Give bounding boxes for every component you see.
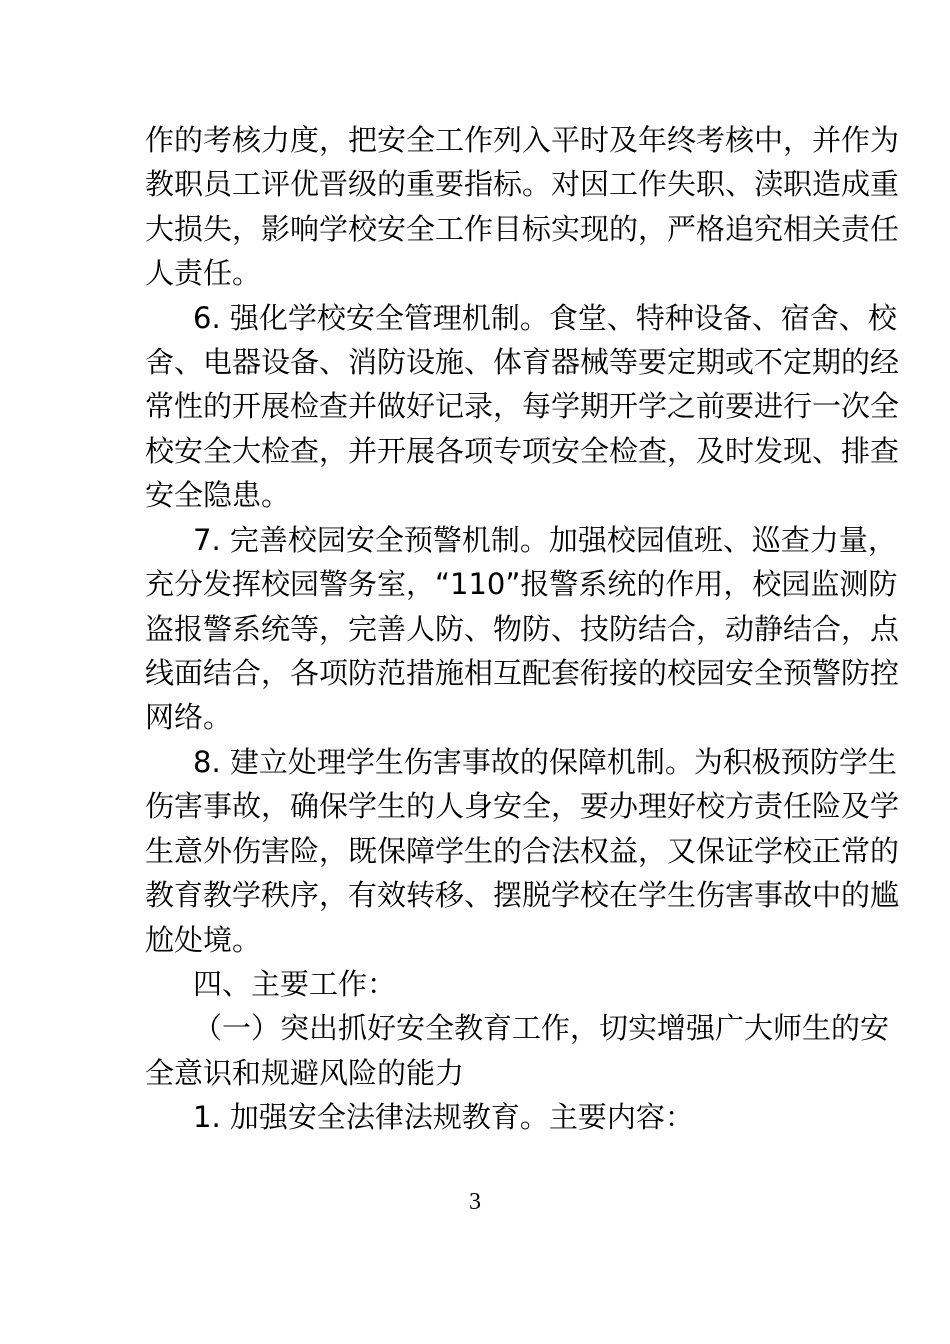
text-line: 安全隐患。: [145, 478, 291, 512]
text-line: 教育教学秩序，有效转移、摆脱学校在学生伤害事故中的尴: [145, 878, 900, 912]
text-line: 网络。: [145, 700, 233, 734]
text-line: 教职员工评优晋级的重要指标。对因工作失职、渎职造成重: [145, 167, 900, 201]
text-line: 伤害事故，确保学生的人身安全，要办理好校方责任险及学: [145, 789, 900, 823]
page-number: 3: [469, 1189, 481, 1215]
text-line: 舍、电器设备、消防设施、体育器械等要定期或不定期的经: [145, 345, 900, 379]
text-line: 大损失，影响学校安全工作目标实现的，严格追究相关责任: [145, 212, 900, 246]
text-line: 四、主要工作：: [193, 967, 397, 1001]
text-line: 盗报警系统等，完善人防、物防、技防结合，动静结合，点: [145, 612, 900, 646]
text-line: 8. 建立处理学生伤害事故的保障机制。为积极预防学生: [193, 745, 897, 779]
text-line: 线面结合，各项防范措施相互配套衔接的校园安全预警防控: [145, 656, 900, 690]
text-line: 1. 加强安全法律法规教育。主要内容：: [193, 1100, 694, 1134]
text-line: 尬处境。: [145, 923, 262, 957]
text-line: （一）突出抓好安全教育工作，切实增强广大师生的安: [193, 1011, 890, 1045]
text-line: 充分发挥校园警务室，“110”报警系统的作用，校园监测防: [145, 567, 898, 601]
text-line: 人责任。: [145, 256, 262, 290]
text-line: 全意识和规避风险的能力: [145, 1056, 465, 1090]
text-line: 生意外伤害险，既保障学生的合法权益，又保证学校正常的: [145, 834, 900, 868]
text-line: 常性的开展检查并做好记录，每学期开学之前要进行一次全: [145, 389, 900, 423]
text-line: 7. 完善校园安全预警机制。加强校园值班、巡查力量，: [193, 523, 897, 557]
text-line: 校安全大检查，并开展各项专项安全检查，及时发现、排查: [145, 434, 900, 468]
text-line: 6. 强化学校安全管理机制。食堂、特种设备、宿舍、校: [193, 301, 897, 335]
text-line: 作的考核力度，把安全工作列入平时及年终考核中，并作为: [145, 123, 900, 157]
